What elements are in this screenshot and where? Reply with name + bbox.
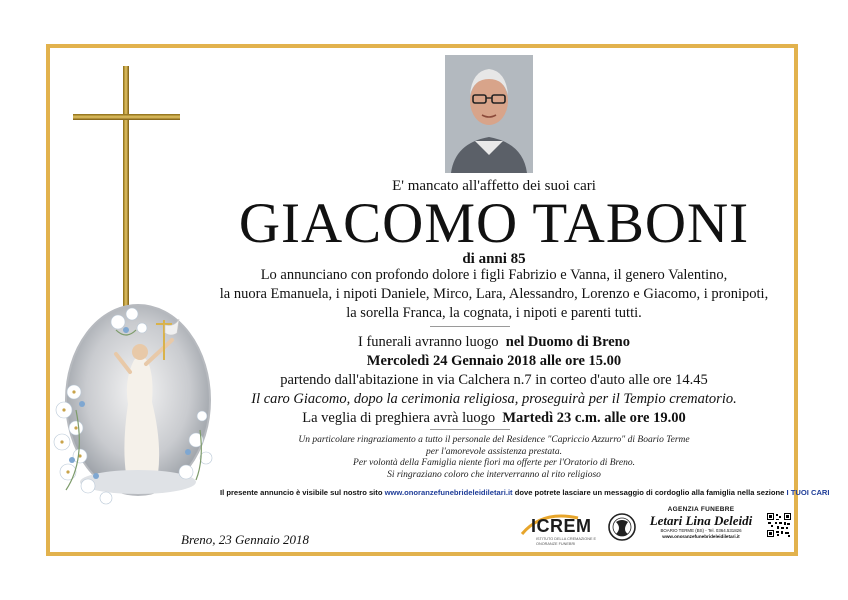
- thanks-line: Si ringraziano coloro che interverranno al rito religioso: [387, 469, 601, 480]
- thanks-line: Per volontà della Famiglia niente fiori ma offerte per l'Oratorio di Breno.: [353, 458, 635, 468]
- date-place: Breno, 23 Gennaio 2018: [181, 532, 310, 547]
- divider: [430, 429, 510, 430]
- funeral-line: Il caro Giacomo, dopo la cerimonia religiosa, proseguirà per il Tempio crematorio.: [251, 391, 737, 407]
- divider: [430, 326, 510, 327]
- icrem-subtitle: ISTITUTO DELLA CREMAZIONE E ONORANZE FUNEBRI: [536, 537, 597, 546]
- thanks-line: per l'amorevole assistenza prestata.: [426, 446, 562, 457]
- icrem-logo: [518, 512, 600, 548]
- announcement-text: [200, 266, 788, 323]
- vigil-line: La veglia di preghiera avrà luogo Martedì 23 c.m. alle ore 19.00: [302, 410, 686, 426]
- intro-text: E' mancato all'affetto dei suoi cari: [392, 178, 596, 194]
- agency-site[interactable]: www.onoranzefunebrideleidiletari.it: [662, 534, 740, 539]
- icrem-name: ICREM: [531, 516, 592, 536]
- funeral-line: partendo dall'abitazione in via Calchera n.7 in corteo d'auto alle ore 14.45: [280, 372, 708, 388]
- thanks-text: [200, 435, 788, 481]
- agency-label: AGENZIA FUNEBRE: [667, 506, 735, 513]
- agency-name: Letari Lina Deleidi: [649, 513, 753, 528]
- cross-arm: [73, 114, 180, 120]
- portrait-photo: [445, 55, 533, 173]
- announcement-line: la nuora Emanuela, i nipoti Daniele, Mirco, Lara, Alessandro, Lorenzo e Giacomo, i pronipoti,: [219, 286, 769, 302]
- cross-icon: [123, 66, 129, 311]
- deceased-name: GIACOMO TABONI: [238, 192, 750, 255]
- announcement-line: la sorella Franca, la cognata, i nipoti e parenti tutti.: [346, 305, 642, 321]
- website-notice: Il presente annuncio è visibile sul nostro sito www.onoranzefunebrideleidiletari.it dove potrete lasciare un messaggio di cordoglio alla famiglia nella sezione I TUOI CARI: [220, 488, 830, 497]
- funeral-date: Mercoledì 24 Gennaio 2018 alle ore 15.00: [366, 353, 622, 369]
- funeral-info: [200, 333, 788, 428]
- agency-emblem-icon: [606, 508, 638, 546]
- age-text: di anni 85: [462, 251, 526, 267]
- thanks-line: Un particolare ringraziamento a tutto il personale del Residence "Capriccio Azzurro" di Boario Terme: [298, 435, 690, 445]
- vigil-time: Martedì 23 c.m. alle ore 19.00: [502, 410, 686, 426]
- qr-code-icon: [767, 513, 791, 537]
- agency-address: BOARIO TERME (BS) - Tel. 0364.531826: [660, 528, 742, 533]
- funeral-place: nel Duomo di Breno: [505, 334, 630, 350]
- funeral-line: I funerali avranno luogo nel Duomo di Breno: [358, 334, 630, 350]
- announcement-line: Lo annunciano con profondo dolore i figli Fabrizio e Vanna, il genero Valentino,: [260, 267, 728, 283]
- section-link[interactable]: I TUOI CARI: [786, 488, 830, 497]
- agency-block: [638, 506, 764, 540]
- website-link[interactable]: www.onoranzefunebrideleidiletari.it: [384, 488, 513, 497]
- resurrection-image: [46, 300, 222, 520]
